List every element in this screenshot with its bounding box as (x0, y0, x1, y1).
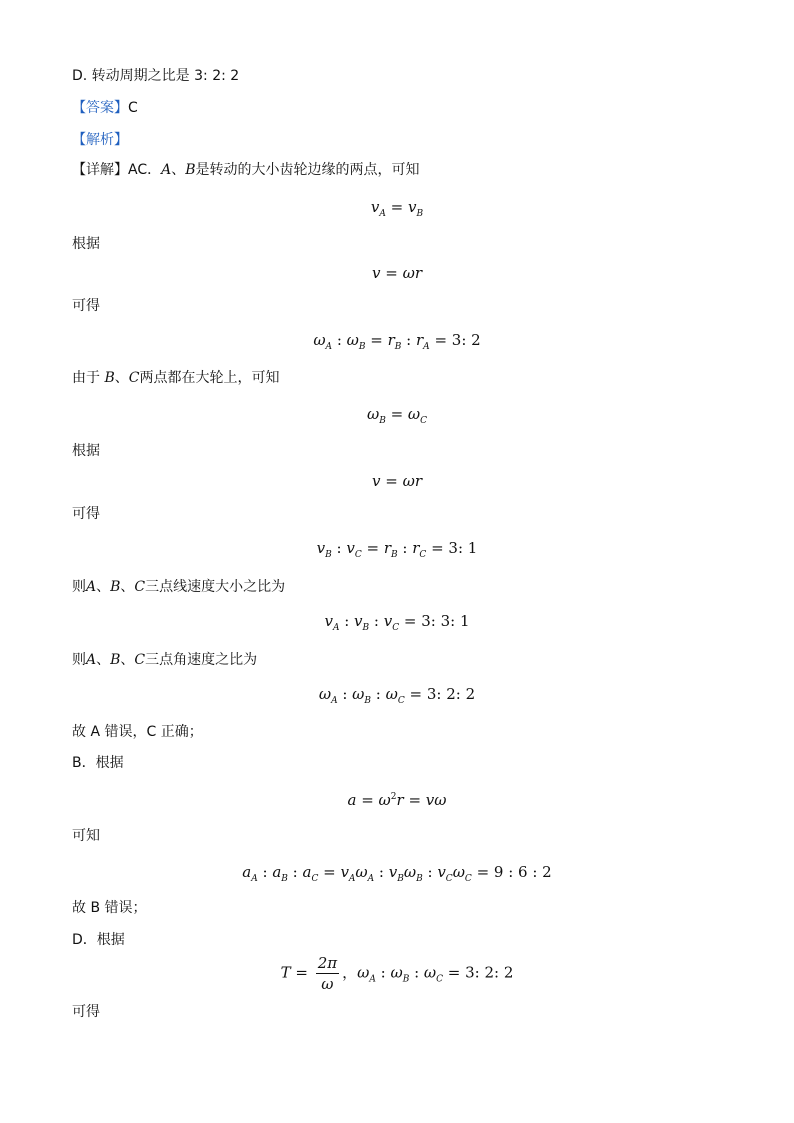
text-kezhi: 可知 (72, 828, 100, 844)
equation-v-omega-r-1: v = ωr (372, 264, 422, 282)
text-gu-a: 故 A 错误，C 正确； (72, 724, 203, 740)
equation-a-ratio: $a_A$ : $a_B$ : $a_C = v_A\omega_A$ : $v_B\omega_B$ : $v_C\omega_C = 9$ : 6 : 2 (242, 863, 552, 884)
answer-label: 【答案】 (72, 100, 128, 116)
answer-line (72, 98, 138, 118)
text-youyu: 由于 B、C两点都在大轮上，可知 (72, 370, 280, 386)
text-ze-linear: 则A、B、C三点线速度大小之比为 (72, 579, 286, 595)
text-ze-angular: 则A、B、C三点角速度之比为 (72, 652, 258, 668)
fraction-2pi-omega: $\frac{2\pi}{\omega}$ (317, 954, 338, 993)
detail-suffix: 是转动的大小齿轮边缘的两点，可知 (195, 162, 420, 178)
detail-line (72, 160, 420, 180)
text-b-genju: B．根据 (72, 755, 124, 771)
text-kede-2: 可得 (72, 506, 100, 522)
equation-omega-ratio-ab: $\omega_A$ : $\omega_B = r_B$ : $r_A = 3$: 2 (313, 331, 481, 352)
analysis-bracket: 【解析】 (72, 132, 128, 148)
text-gu-b: 故 B 错误； (72, 900, 147, 916)
text-genju-1: 根据 (72, 236, 100, 252)
text-d-genju: D．根据 (72, 932, 125, 948)
equation-va-eq-vb: $v_A = v_B$ (370, 198, 424, 219)
equation-omega-ratio-abc: $\omega_A$ : $\omega_B$ : $\omega_C = 3$: 2: 2 (318, 685, 476, 706)
equation-v-omega-r-2: v = ωr (372, 472, 422, 490)
equation-omega-b-eq-c: $\omega_B = \omega_C$ (366, 405, 428, 426)
analysis-label (72, 130, 128, 150)
detail-prefix: AC． (128, 162, 162, 178)
equation-v-ratio-bc: $v_B$ : $v_C = r_B$ : $r_C = 3$: 1 (316, 539, 478, 560)
separator: 、 (171, 162, 186, 178)
option-d-text: D. 转动周期之比是 3: 2: 2 (72, 68, 240, 84)
equation-period: T = $\frac{2\pi}{\omega}$ ，$\omega_A$ : $\omega_B$ : $\omega_C = 3$: 2: 2 (280, 954, 514, 993)
text-kede-3: 可得 (72, 1004, 100, 1020)
equation-centripetal: $a = \omega^2r = v\omega$ (347, 791, 447, 809)
text-kede-1: 可得 (72, 298, 100, 314)
point-a: A (161, 162, 172, 178)
equation-v-ratio-abc: $v_A$ : $v_B$ : $v_C = 3$: 3: 1 (324, 612, 470, 633)
answer-value: C (128, 100, 138, 116)
text-genju-2: 根据 (72, 443, 100, 459)
detail-label: 【详解】 (72, 162, 128, 178)
point-b: B (185, 162, 196, 178)
